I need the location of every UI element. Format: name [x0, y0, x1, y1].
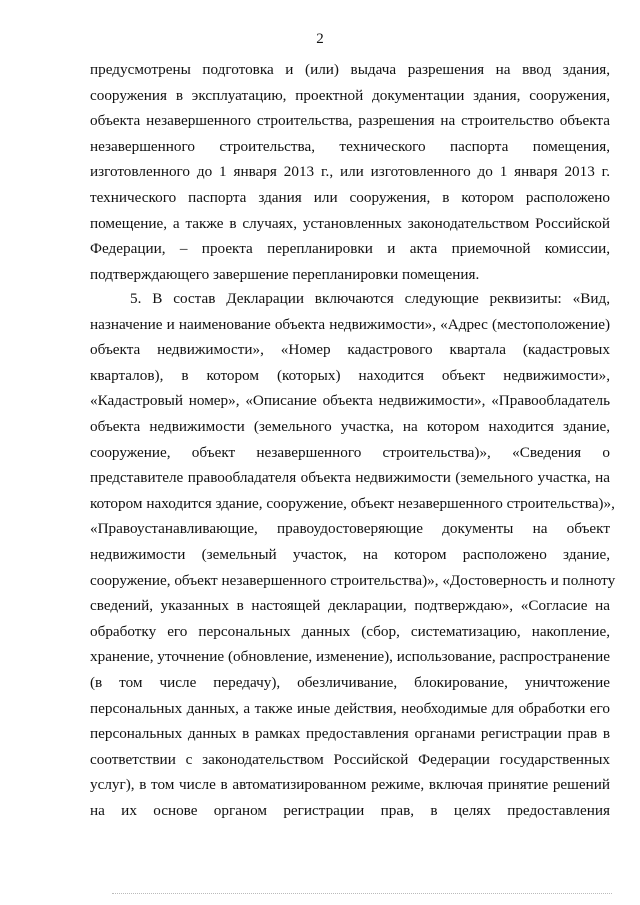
text-line: сооружение, объект незавершенного строительства)», «Сведения о	[90, 443, 610, 461]
text-line: объекта недвижимости», «Номер кадастрового квартала (кадастровых	[90, 341, 610, 359]
scan-bottom-edge	[112, 893, 612, 894]
text-line: объекта недвижимости (земельного участка, на котором находится здание,	[90, 417, 610, 435]
text-line: технического паспорта здания или сооружения, в котором расположено	[90, 188, 610, 206]
text-line: объекта незавершенного строительства, разрешения на строительство объекта	[90, 112, 610, 130]
text-line: 5. В состав Декларации включаются следующие реквизиты: «Вид,	[130, 290, 610, 307]
text-line: сооружение, объект незавершенного строительства)», «Достоверность и полноту	[90, 571, 616, 589]
text-line: «Кадастровый номер», «Описание объекта недвижимости», «Правообладатель	[90, 392, 610, 410]
text-line: помещение, а также в случаях, установленных законодательством Российской	[90, 214, 610, 232]
text-line: «Правоустанавливающие, правоудостоверяющие документы на объект	[90, 520, 610, 538]
text-line: персональных данных, а также иные действия, необходимые для обработки его	[90, 699, 610, 717]
text-line: подтверждающего завершение перепланировки помещения.	[90, 265, 480, 283]
text-line: котором находится здание, сооружение, объект незавершенного строительства)»,	[90, 494, 615, 512]
page-number: 2	[316, 31, 324, 47]
paragraph-5	[90, 286, 616, 823]
text-line: (в том числе передачу), обезличивание, блокирование, уничтожение	[90, 673, 610, 691]
text-line: недвижимости (земельный участок, на котором расположено здание,	[90, 545, 610, 563]
text-line: обработку его персональных данных (сбор, систематизацию, накопление,	[90, 622, 610, 640]
text-line: незавершенного строительства, технического паспорта помещения,	[90, 137, 610, 155]
text-line: соответствии с законодательством Российской Федерации государственных	[90, 750, 610, 768]
text-line: предусмотрены подготовка и (или) выдача разрешения на ввод здания,	[90, 61, 610, 78]
text-line: представителе правообладателя объекта недвижимости (земельного участка, на	[90, 469, 610, 487]
text-line: на их основе органом регистрации прав, в целях предоставления	[90, 801, 610, 819]
text-line: назначение и наименование объекта недвижимости», «Адрес (местоположение)	[90, 315, 610, 333]
text-line: сооружения в эксплуатацию, проектной документации здания, сооружения,	[90, 86, 610, 104]
text-line: услуг), в том числе в автоматизированном режиме, включая принятие решений	[90, 776, 610, 794]
text-line: Федерации, – проекта перепланировки и акта приемочной комиссии,	[90, 240, 610, 258]
text-line: персональных данных в рамках предоставления органами регистрации прав в	[90, 725, 610, 743]
text-line: хранение, уточнение (обновление, изменение), использование, распространение	[90, 648, 610, 666]
text-line: кварталов), в котором (которых) находится объект недвижимости»,	[90, 366, 610, 384]
paragraph-continuation	[90, 57, 610, 287]
text-line: изготовленного до 1 января 2013 г., или изготовленного до 1 января 2013 г.	[90, 163, 610, 181]
text-line: сведений, указанных в настоящей декларации, подтверждаю», «Согласие на	[90, 597, 610, 615]
